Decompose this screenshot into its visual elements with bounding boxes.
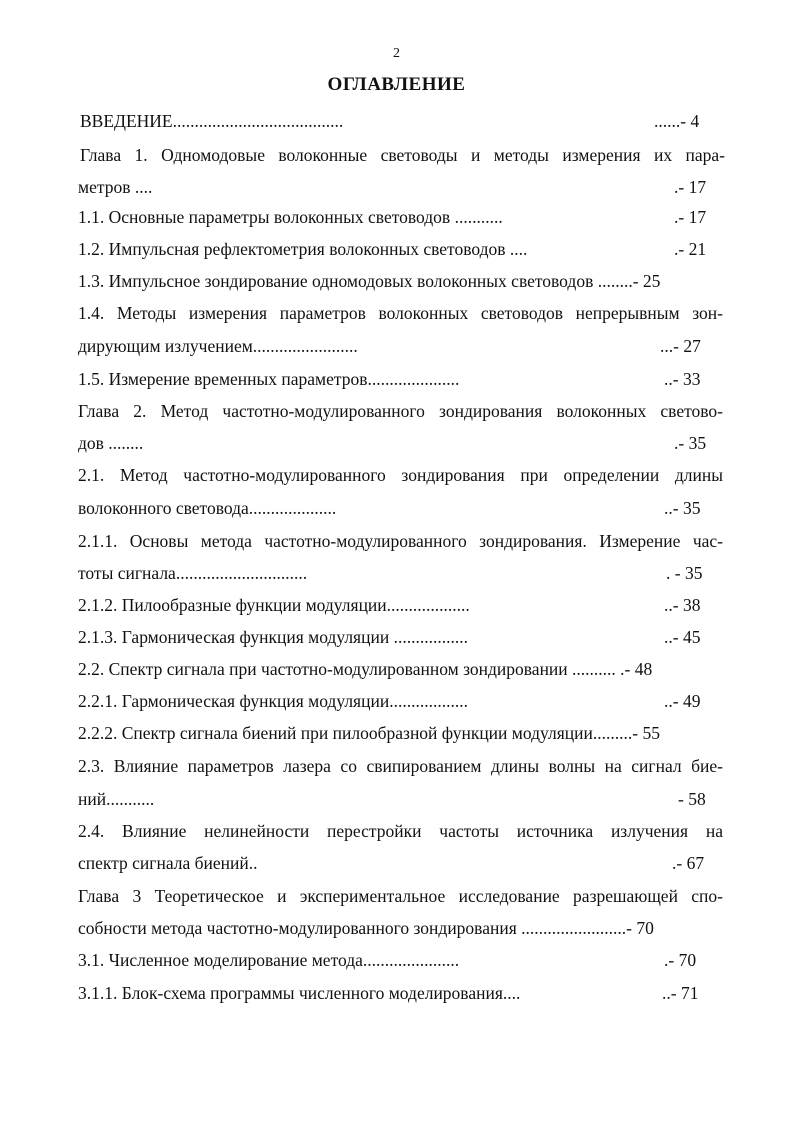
toc-entry-2-2-1: 2.2.1. Гармоническая функция модуляции.................. (78, 691, 468, 711)
toc-page-number: ..- 35 (664, 498, 701, 518)
toc-page-number: .- 17 (674, 177, 707, 197)
toc-page-number: .- 67 (672, 853, 705, 873)
toc-entry-chapter-3-cont: собности метода частотно-модулированного зондирования ........................- 70 (78, 918, 654, 938)
toc-entry-2-3: 2.3. Влияние параметров лазера со свипированием длины волны на сигнал бие- (78, 756, 723, 776)
toc-page-number: ..- 33 (664, 369, 701, 389)
toc-page-number: . - 35 (666, 563, 703, 583)
toc-page-number: .- 70 (664, 950, 697, 970)
toc-entry-chapter-2-cont: дов ........ (78, 433, 144, 453)
toc-page-number: ..- 49 (664, 691, 701, 711)
toc-entry-1-1: 1.1. Основные параметры волоконных световодов ........... (78, 207, 503, 227)
toc-entry-1-5: 1.5. Измерение временных параметров..................... (78, 369, 460, 389)
toc-entry-2-1-1-cont: тоты сигнала.............................. (78, 563, 308, 583)
toc-entry-2-1: 2.1. Метод частотно-модулированного зондирования при определении длины (78, 465, 723, 485)
toc-entry-2-1-2: 2.1.2. Пилообразные функции модуляции................... (78, 595, 470, 615)
toc-entry-2-1-1: 2.1.1. Основы метода частотно-модулированного зондирования. Измерение час- (78, 531, 723, 551)
toc-page-number: ..- 71 (662, 983, 699, 1003)
toc-entry-1-4-cont: дирующим излучением........................ (78, 336, 358, 356)
toc-entry-2-1-cont: волоконного световода.................... (78, 498, 337, 518)
toc-page-number: .- 17 (674, 207, 707, 227)
toc-page-number: ...- 27 (660, 336, 701, 356)
toc-page-number: .- 35 (674, 433, 707, 453)
toc-entry-3-1: 3.1. Численное моделирование метода...................... (78, 950, 460, 970)
toc-entry-2-2-2: 2.2.2. Спектр сигнала биений при пилообразной функции модуляции.........- 55 (78, 723, 660, 743)
toc-entry-chapter-1: Глава 1. Одномодовые волоконные световоды и методы измерения их пара- (80, 145, 725, 165)
page-number: 2 (393, 46, 400, 61)
toc-entry-2-1-3: 2.1.3. Гармоническая функция модуляции ................. (78, 627, 468, 647)
toc-entry-1-2: 1.2. Импульсная рефлектометрия волоконных световодов .... (78, 239, 528, 259)
toc-entry-2-3-cont: ний........... (78, 789, 155, 809)
toc-entry-introduction: ВВЕДЕНИЕ....................................... (80, 111, 344, 131)
toc-page-number: ..- 38 (664, 595, 701, 615)
toc-entry-2-4: 2.4. Влияние нелинейности перестройки частоты источника излучения на (78, 821, 723, 841)
toc-entry-2-4-cont: спектр сигнала биений.. (78, 853, 258, 873)
toc-page-number: - 58 (678, 789, 706, 809)
toc-title: ОГЛАВЛЕНИЕ (327, 74, 466, 95)
toc-entry-chapter-3: Глава 3 Теоретическое и экспериментальное исследование разрешающей спо- (78, 886, 723, 906)
toc-entry-2-2: 2.2. Спектр сигнала при частотно-модулированном зондировании .......... .- 48 (78, 659, 653, 679)
toc-page-number: ......- 4 (654, 111, 700, 131)
toc-entry-chapter-1-cont: метров .... (78, 177, 153, 197)
toc-entry-1-3: 1.3. Импульсное зондирование одномодовых волоконных световодов ........- 25 (78, 271, 661, 291)
toc-entry-1-4: 1.4. Методы измерения параметров волоконных световодов непрерывным зон- (78, 303, 723, 323)
toc-page-number: ..- 45 (664, 627, 701, 647)
toc-entry-chapter-2: Глава 2. Метод частотно-модулированного зондирования волоконных светово- (78, 401, 723, 421)
toc-page-number: .- 21 (674, 239, 707, 259)
toc-entry-3-1-1: 3.1.1. Блок-схема программы численного моделирования.... (78, 983, 521, 1003)
